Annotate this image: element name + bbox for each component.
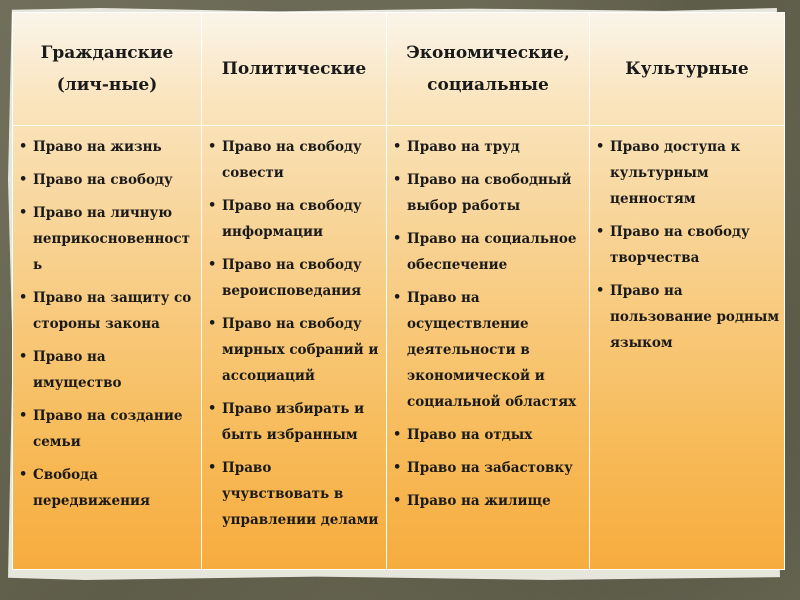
list-item: • Право на защиту со стороны закона xyxy=(19,285,197,337)
list-item: • Право на осуществление деятельности в экономической и социальной областях xyxy=(393,285,585,415)
header-civil-line-2: (лич-ные) xyxy=(56,75,158,95)
list-item: • Право на свободный выбор работы xyxy=(393,167,585,219)
political-rights-list xyxy=(208,134,382,533)
list-item: • Право на пользование родным языком xyxy=(596,278,780,356)
list-item: • Право на труд xyxy=(393,134,585,160)
header-civil xyxy=(13,13,202,126)
cultural-rights-cell xyxy=(590,126,785,570)
list-item: • Право на свободу вероисповедания xyxy=(208,252,382,304)
rights-table xyxy=(12,12,785,570)
header-economic-line-2: социальные xyxy=(427,75,549,95)
list-item: • Право на имущество xyxy=(19,344,197,396)
list-item: • Право на создание семьи xyxy=(19,403,197,455)
cultural-rights-list xyxy=(596,134,780,356)
civil-rights-list xyxy=(19,134,197,514)
header-cultural-line-1: Культурные xyxy=(625,59,749,79)
list-item: • Право учувствовать в управлении делами xyxy=(208,455,382,533)
list-item: • Право на свободу информации xyxy=(208,193,382,245)
header-economic-line-1: Экономические, xyxy=(406,43,570,63)
list-item: • Право доступа к культурным ценностям xyxy=(596,134,780,212)
header-economic xyxy=(387,13,590,126)
content-row xyxy=(13,126,785,570)
political-rights-cell xyxy=(202,126,387,570)
list-item: • Право на жизнь xyxy=(19,134,197,160)
list-item: • Право на отдых xyxy=(393,422,585,448)
header-civil-line-1: Гражданские xyxy=(40,43,174,63)
list-item: • Право на личную неприкосновенност ь xyxy=(19,200,197,278)
list-item: • Право на социальное обеспечение xyxy=(393,226,585,278)
list-item: • Право на свободу совести xyxy=(208,134,382,186)
list-item: • Право на забастовку xyxy=(393,455,585,481)
list-item: • Право избирать и быть избранным xyxy=(208,396,382,448)
header-political xyxy=(202,13,387,126)
header-political-line-1: Политические xyxy=(221,59,367,79)
list-item: • Право на свободу xyxy=(19,167,197,193)
list-item: • Право на свободу мирных собраний и ассоциаций xyxy=(208,311,382,389)
list-item: • Право на свободу творчества xyxy=(596,219,780,271)
header-cultural xyxy=(590,13,785,126)
rights-table-container xyxy=(12,12,784,570)
economic-rights-list xyxy=(393,134,585,514)
header-row xyxy=(13,13,785,126)
list-item: • Свобода передвижения xyxy=(19,462,197,514)
list-item: • Право на жилище xyxy=(393,488,585,514)
civil-rights-cell xyxy=(13,126,202,570)
economic-rights-cell xyxy=(387,126,590,570)
